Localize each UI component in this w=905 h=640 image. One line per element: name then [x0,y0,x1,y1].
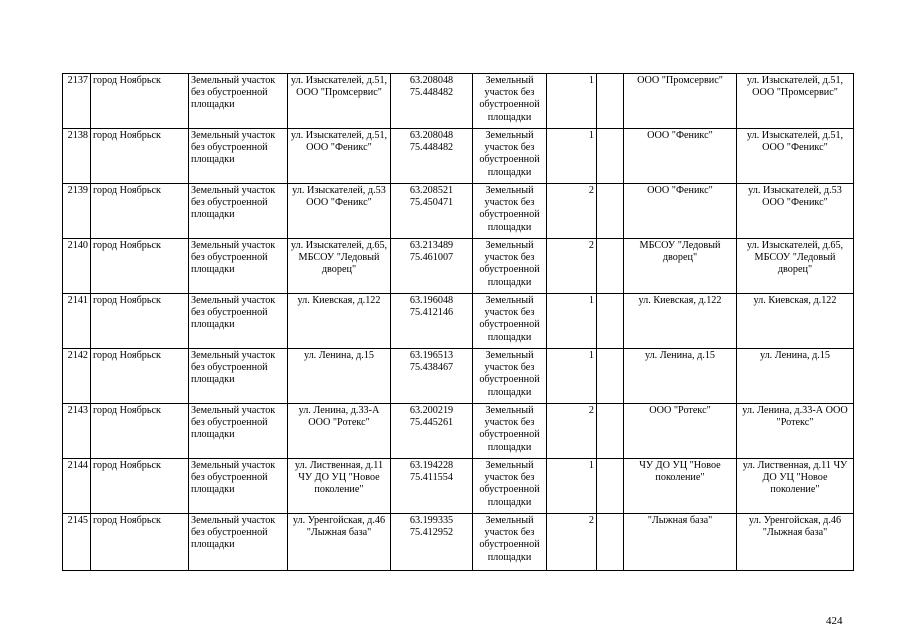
cell-address [288,294,391,349]
table-body [63,74,854,571]
cell-city [91,459,189,514]
cell-owner [624,459,737,514]
cell-address [288,404,391,459]
cell-volume [597,239,624,294]
city-name: город Ноябрьск [93,75,161,86]
cell-volume [597,184,624,239]
cell-surface [473,404,547,459]
object-type: Земельный участок без обустроенной площадки [191,75,276,111]
cell-waste-source [737,349,854,404]
row-number: 2139 [67,185,88,196]
row-number: 2142 [67,350,88,361]
waste-source: ул. Изыскателей, д.53 ООО "Феникс" [748,185,842,209]
cell-waste-source [737,129,854,184]
owner-name: ул. Ленина, д.15 [644,350,716,361]
cell-container-count [547,514,597,571]
cell-volume [597,294,624,349]
surface-type: Земельный участок без обустроенной площадки [479,460,540,508]
table-row [63,239,854,294]
cell-object-type [189,294,288,349]
cell-city [91,404,189,459]
owner-name: ООО "Промсервис" [637,75,723,86]
latitude: 63.194228 [409,460,454,471]
longitude: 75.412146 [409,307,454,319]
latitude: 63.200219 [409,405,454,416]
cell-number [63,239,91,294]
cell-number [63,294,91,349]
table-row [63,74,854,129]
cell-waste-source [737,514,854,571]
cell-surface [473,514,547,571]
row-number: 2143 [67,405,88,416]
cell-address [288,129,391,184]
latitude: 63.213489 [409,240,454,251]
cell-object-type [189,184,288,239]
cell-container-count [547,404,597,459]
object-type: Земельный участок без обустроенной площадки [191,460,276,496]
container-count: 2 [588,405,594,416]
container-count: 2 [588,240,594,251]
cell-volume [597,514,624,571]
latitude: 63.208521 [409,185,454,196]
row-number: 2141 [67,295,88,306]
cell-waste-source [737,239,854,294]
waste-source: ул. Киевская, д.122 [753,295,837,306]
cell-address [288,349,391,404]
table-row [63,184,854,239]
object-type: Земельный участок без обустроенной площадки [191,515,276,551]
cell-owner [624,349,737,404]
container-count: 1 [588,295,594,306]
cell-object-type [189,349,288,404]
surface-type: Земельный участок без обустроенной площадки [479,185,540,233]
cell-coordinates [391,74,473,129]
container-count: 1 [588,460,594,471]
cell-container-count [547,349,597,404]
cell-city [91,184,189,239]
cell-owner [624,404,737,459]
cell-container-count [547,294,597,349]
cell-volume [597,349,624,404]
waste-source: ул. Лиственная, д.11 ЧУ ДО УЦ "Новое поколение" [742,460,848,496]
city-name: город Ноябрьск [93,515,161,526]
city-name: город Ноябрьск [93,240,161,251]
cell-owner [624,74,737,129]
object-type: Земельный участок без обустроенной площадки [191,350,276,386]
cell-surface [473,459,547,514]
cell-number [63,404,91,459]
cell-number [63,184,91,239]
owner-name: ул. Киевская, д.122 [638,295,722,306]
object-address: ул. Лиственная, д.11 ЧУ ДО УЦ "Новое поколение" [294,460,384,496]
cell-waste-source [737,74,854,129]
owner-name: ООО "Феникс" [647,185,713,196]
cell-waste-source [737,404,854,459]
latitude: 63.196048 [409,295,454,306]
cell-address [288,239,391,294]
longitude: 75.445261 [409,417,454,429]
city-name: город Ноябрьск [93,295,161,306]
longitude: 75.461007 [409,252,454,264]
cell-surface [473,74,547,129]
object-type: Земельный участок без обустроенной площадки [191,130,276,166]
surface-type: Земельный участок без обустроенной площадки [479,350,540,398]
cell-owner [624,129,737,184]
container-count: 2 [588,185,594,196]
cell-object-type [189,129,288,184]
cell-city [91,514,189,571]
surface-type: Земельный участок без обустроенной площадки [479,75,540,123]
cell-city [91,74,189,129]
cell-volume [597,129,624,184]
cell-surface [473,184,547,239]
table-row [63,349,854,404]
surface-type: Земельный участок без обустроенной площадки [479,405,540,453]
cell-number [63,74,91,129]
waste-source: ул. Ленина, д.33-А ООО "Ротекс" [742,405,848,429]
container-count: 1 [588,350,594,361]
waste-source: ул. Ленина, д.15 [759,350,831,361]
longitude: 75.438467 [409,362,454,374]
cell-address [288,459,391,514]
cell-container-count [547,184,597,239]
cell-volume [597,404,624,459]
table-row [63,459,854,514]
cell-volume [597,74,624,129]
object-address: ул. Ленина, д.15 [303,350,375,361]
surface-type: Земельный участок без обустроенной площадки [479,515,540,563]
cell-owner [624,184,737,239]
cell-volume [597,459,624,514]
longitude: 75.412952 [409,527,454,539]
cell-container-count [547,459,597,514]
container-count: 1 [588,130,594,141]
object-address: ул. Ленина, д.33-А ООО "Ротекс" [298,405,380,429]
cell-city [91,349,189,404]
object-type: Земельный участок без обустроенной площадки [191,185,276,221]
latitude: 63.208048 [409,130,454,141]
cell-owner [624,294,737,349]
cell-surface [473,294,547,349]
row-number: 2140 [67,240,88,251]
cell-address [288,184,391,239]
table-row [63,514,854,571]
object-address: ул. Уренгойская, д.46 "Лыжная база" [292,515,386,539]
row-number: 2137 [67,75,88,86]
object-type: Земельный участок без обустроенной площадки [191,405,276,441]
waste-source: ул. Изыскателей, д.51, ООО "Феникс" [746,130,844,154]
cell-number [63,349,91,404]
owner-name: МБСОУ "Ледовый дворец" [639,240,721,264]
container-count: 1 [588,75,594,86]
cell-number [63,459,91,514]
longitude: 75.411554 [410,472,453,484]
cell-object-type [189,74,288,129]
page-number: 424 [826,615,843,627]
cell-object-type [189,239,288,294]
city-name: город Ноябрьск [93,350,161,361]
latitude: 63.199335 [409,515,454,526]
row-number: 2138 [67,130,88,141]
cell-owner [624,514,737,571]
cell-number [63,514,91,571]
surface-type: Земельный участок без обустроенной площадки [479,295,540,343]
cell-object-type [189,459,288,514]
table-row [63,294,854,349]
city-name: город Ноябрьск [93,185,161,196]
object-address: ул. Изыскателей, д.65, МБСОУ "Ледовый дворец" [290,240,388,276]
city-name: город Ноябрьск [93,130,161,141]
registry-table [62,73,854,571]
latitude: 63.196513 [409,350,454,361]
cell-coordinates [391,294,473,349]
cell-surface [473,239,547,294]
cell-city [91,239,189,294]
surface-type: Земельный участок без обустроенной площадки [479,240,540,288]
owner-name: ООО "Ротекс" [649,405,711,416]
cell-coordinates [391,239,473,294]
cell-address [288,514,391,571]
object-type: Земельный участок без обустроенной площадки [191,295,276,331]
cell-container-count [547,129,597,184]
table-row [63,129,854,184]
cell-surface [473,129,547,184]
cell-coordinates [391,404,473,459]
waste-source: ул. Уренгойская, д.46 "Лыжная база" [748,515,842,539]
city-name: город Ноябрьск [93,460,161,471]
cell-object-type [189,514,288,571]
waste-source: ул. Изыскателей, д.65, МБСОУ "Ледовый дворец" [746,240,844,276]
city-name: город Ноябрьск [93,405,161,416]
cell-waste-source [737,459,854,514]
cell-number [63,129,91,184]
object-address: ул. Изыскателей, д.51, ООО "Промсервис" [290,75,388,99]
cell-coordinates [391,129,473,184]
longitude: 75.448482 [409,142,454,154]
object-address: ул. Киевская, д.122 [297,295,381,306]
cell-container-count [547,74,597,129]
table-row [63,404,854,459]
cell-object-type [189,404,288,459]
cell-coordinates [391,514,473,571]
object-type: Земельный участок без обустроенной площадки [191,240,276,276]
surface-type: Земельный участок без обустроенной площадки [479,130,540,178]
row-number: 2145 [67,515,88,526]
object-address: ул. Изыскателей, д.53 ООО "Феникс" [292,185,386,209]
container-count: 2 [588,515,594,526]
cell-city [91,294,189,349]
longitude: 75.448482 [409,87,454,99]
cell-coordinates [391,459,473,514]
cell-waste-source [737,294,854,349]
cell-owner [624,239,737,294]
owner-name: ЧУ ДО УЦ "Новое поколение" [639,460,721,484]
cell-waste-source [737,184,854,239]
cell-surface [473,349,547,404]
cell-coordinates [391,349,473,404]
cell-city [91,129,189,184]
latitude: 63.208048 [409,75,454,86]
row-number: 2144 [67,460,88,471]
cell-address [288,74,391,129]
longitude: 75.450471 [409,197,454,209]
cell-coordinates [391,184,473,239]
cell-container-count [547,239,597,294]
owner-name: ООО "Феникс" [647,130,713,141]
object-address: ул. Изыскателей, д.51, ООО "Феникс" [290,130,388,154]
owner-name: "Лыжная база" [647,515,713,526]
waste-source: ул. Изыскателей, д.51, ООО "Промсервис" [746,75,844,99]
